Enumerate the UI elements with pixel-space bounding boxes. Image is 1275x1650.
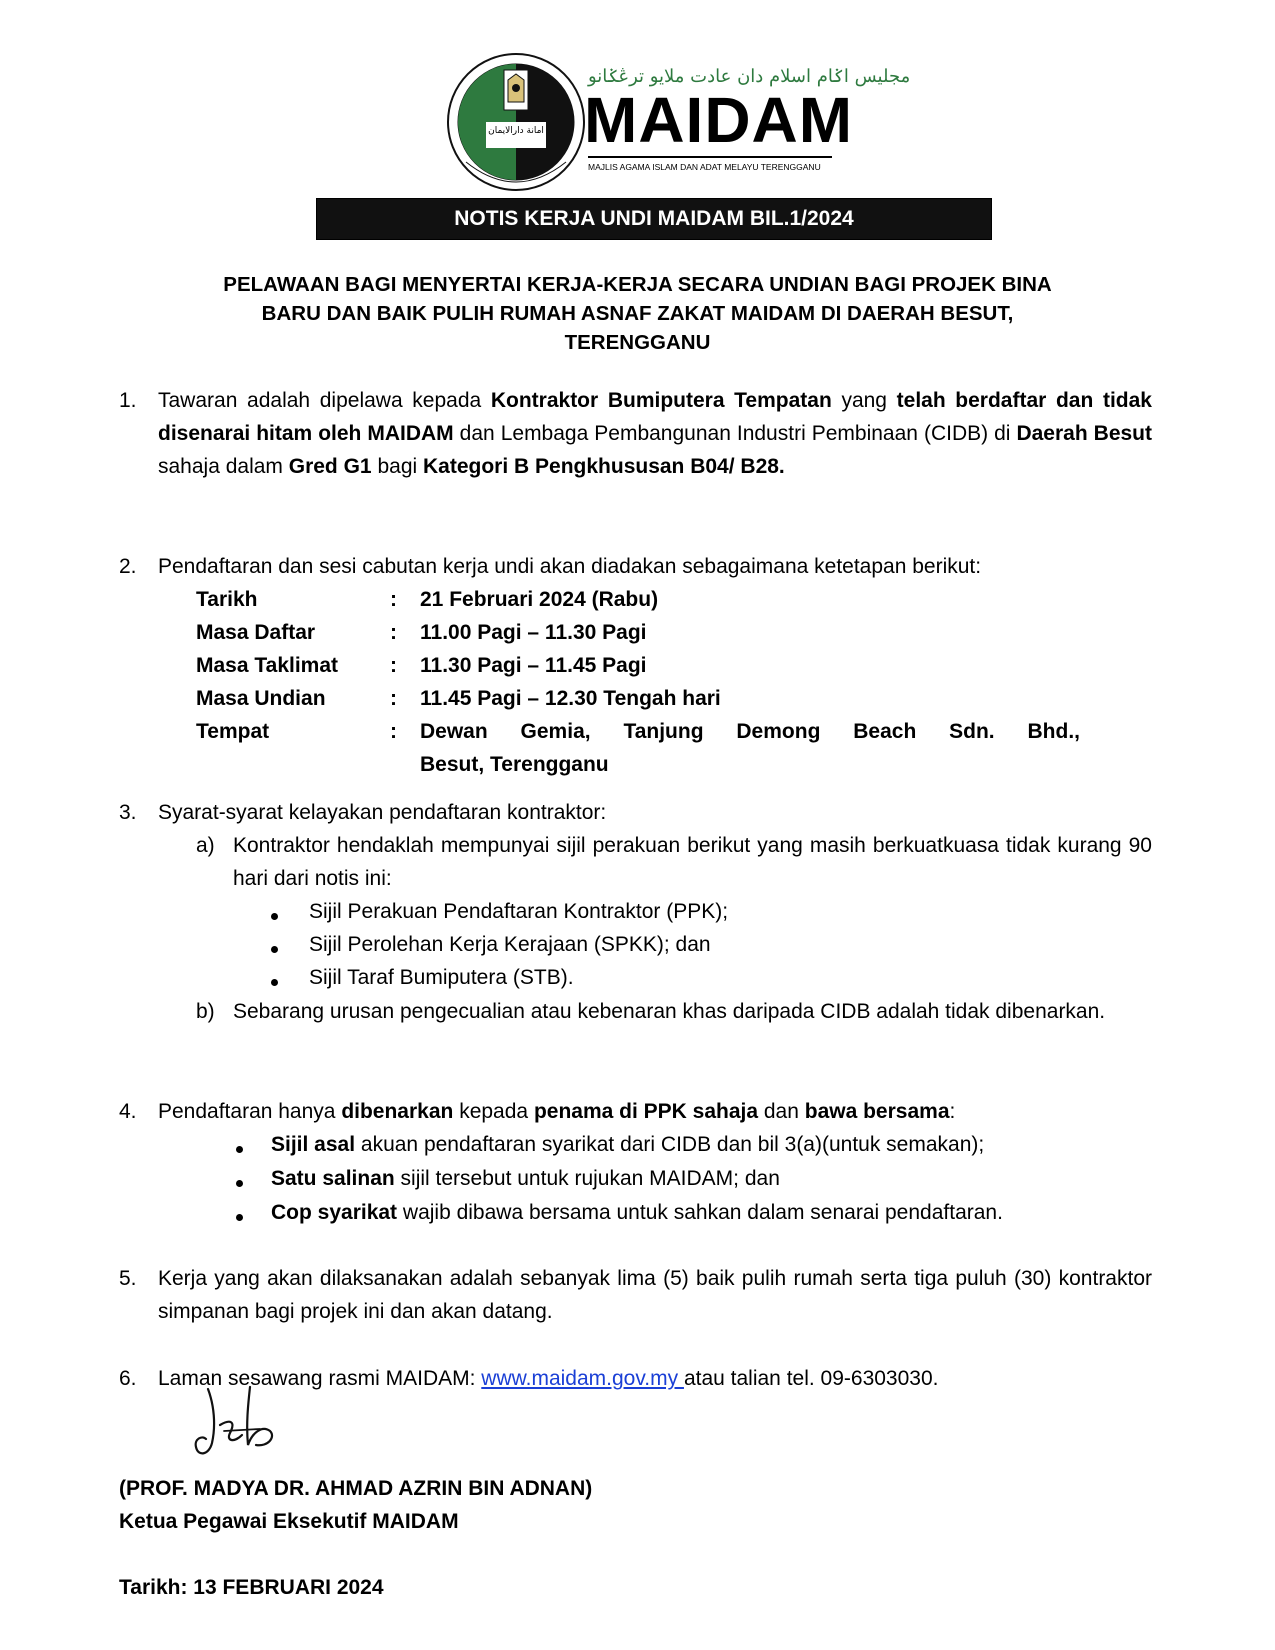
- bullet-dot-icon: [271, 979, 278, 986]
- document-bullet: [271, 1128, 984, 1161]
- schedule-label: Masa Daftar: [196, 621, 316, 644]
- signatory-name: (PROF. MADYA DR. AHMAD AZRIN BIN ADNAN): [119, 1477, 593, 1500]
- p1-text: Tawaran adalah dipelawa kepada: [158, 389, 491, 412]
- paragraph-3-intro: Syarat-syarat kelayakan pendaftaran kontraktor:: [158, 801, 607, 824]
- requirement-bullet: Sijil Perolehan Kerja Kerajaan (SPKK); dan: [309, 933, 711, 956]
- document-bullet-bold: Satu salinan: [271, 1167, 395, 1190]
- schedule-row: [196, 649, 1156, 682]
- p1-bold: Daerah Besut: [1016, 422, 1152, 445]
- p4-text: dan: [758, 1100, 805, 1123]
- signatory-position: Ketua Pegawai Eksekutif MAIDAM: [119, 1510, 459, 1533]
- document-bullet-bold: Sijil asal: [271, 1133, 356, 1156]
- notice-title: [100, 270, 1175, 357]
- brand-arabic-script: مجليس اݢام اسلام دان عادت ملايو ترڠݢانو: [588, 66, 911, 87]
- schedule-colon: :: [390, 621, 397, 644]
- title-line-2: BARU DAN BAIK PULIH RUMAH ASNAF ZAKAT MAIDAM DI DAERAH BESUT,: [261, 302, 1014, 325]
- item-number-4: 4.: [119, 1100, 137, 1123]
- brand-subtitle: MAJLIS AGAMA ISLAM DAN ADAT MELAYU TERENGGANU: [588, 162, 821, 172]
- maidam-seal-icon: [446, 52, 586, 192]
- paragraph-5: Kerja yang akan dilaksanakan adalah sebanyak lima (5) baik pulih rumah serta tiga puluh (30) kontraktor simpanan bagi projek ini dan akan datang.: [158, 1267, 1152, 1323]
- p4-bold: penama di PPK sahaja: [533, 1100, 759, 1123]
- brand-name: MAIDAM: [584, 84, 854, 156]
- bullet-dot-icon: [236, 1214, 243, 1221]
- document-bullet: [271, 1162, 780, 1195]
- schedule-value: 11.45 Pagi – 12.30 Tengah hari: [420, 687, 721, 710]
- bullet-dot-icon: [236, 1180, 243, 1187]
- sub-item-a-text: Kontraktor hendaklah mempunyai sijil perakuan berikut yang masih berkuatkuasa tidak kurang 90 hari dari notis ini:: [233, 834, 1152, 890]
- item-number-3: 3.: [119, 801, 137, 824]
- paragraph-1: [158, 384, 1152, 483]
- document-bullet-bold: Cop syarikat: [271, 1201, 398, 1224]
- notice-banner: NOTIS KERJA UNDI MAIDAM BIL.1/2024: [316, 198, 992, 240]
- schedule-label: Tempat: [196, 720, 270, 743]
- website-link[interactable]: www.maidam.gov.my: [481, 1367, 684, 1390]
- p6-text: atau talian tel. 09-6303030.: [683, 1367, 939, 1390]
- document-bullet-text: akuan pendaftaran syarikat dari CIDB dan bil 3(a)(untuk semakan);: [355, 1133, 985, 1156]
- document-bullet-text: wajib dibawa bersama untuk sahkan dalam senarai pendaftaran.: [397, 1201, 1003, 1224]
- p1-text: yang: [831, 389, 897, 412]
- p1-bold: telah berdaftar dan tidak disenarai hitam oleh MAIDAM: [158, 389, 1152, 445]
- schedule-value: 11.00 Pagi – 11.30 Pagi: [420, 621, 647, 644]
- schedule-table: [196, 583, 1156, 781]
- schedule-label: Tarikh: [196, 588, 258, 611]
- p4-text: Pendaftaran hanya: [158, 1100, 342, 1123]
- schedule-row: [196, 748, 1156, 781]
- bullet-dot-icon: [236, 1146, 243, 1153]
- paragraph-2-intro: Pendaftaran dan sesi cabutan kerja undi akan diadakan sebagaimana ketetapan berikut:: [158, 555, 982, 578]
- brand-divider: [588, 156, 832, 158]
- schedule-row: [196, 616, 1156, 649]
- seal-text: امانة دارالايمان: [488, 126, 544, 136]
- title-line-1: PELAWAAN BAGI MENYERTAI KERJA-KERJA SECARA UNDIAN BAGI PROJEK BINA: [223, 273, 1052, 296]
- paragraph-6: [158, 1362, 1152, 1395]
- schedule-row: [196, 682, 1156, 715]
- sub-item-label-b: b): [196, 1000, 215, 1023]
- notice-date: Tarikh: 13 FEBRUARI 2024: [119, 1576, 384, 1599]
- schedule-value: 21 Februari 2024 (Rabu): [420, 588, 659, 611]
- bullet-dot-icon: [271, 913, 278, 920]
- maidam-logo: [446, 52, 911, 192]
- schedule-colon: :: [390, 720, 397, 743]
- sub-item-b-text: Sebarang urusan pengecualian atau kebenaran khas daripada CIDB adalah tidak dibenarkan.: [233, 1000, 1106, 1023]
- item-number-5: 5.: [119, 1267, 137, 1290]
- sub-item-label-a: a): [196, 834, 215, 857]
- p4-bold: dibenarkan: [341, 1100, 454, 1123]
- p1-text: bagi: [371, 455, 423, 478]
- schedule-label: Masa Undian: [196, 687, 326, 710]
- title-line-3: TERENGGANU: [564, 331, 711, 354]
- schedule-row: [196, 583, 1156, 616]
- schedule-label: Masa Taklimat: [196, 654, 339, 677]
- p1-bold: Gred G1: [288, 455, 372, 478]
- p4-text: :: [949, 1100, 956, 1123]
- schedule-row: [196, 715, 1156, 748]
- item-number-6: 6.: [119, 1367, 137, 1390]
- p1-bold: Kategori B Pengkhususan B04/ B28.: [423, 455, 785, 478]
- p4-text: kepada: [453, 1100, 534, 1123]
- document-bullet-text: sijil tersebut untuk rujukan MAIDAM; dan: [394, 1167, 780, 1190]
- p1-bold: Kontraktor Bumiputera Tempatan: [490, 389, 832, 412]
- requirement-bullet: Sijil Perakuan Pendaftaran Kontraktor (PPK);: [309, 900, 729, 923]
- p1-text: sahaja dalam: [158, 455, 289, 478]
- p4-bold: bawa bersama: [804, 1100, 950, 1123]
- bullet-dot-icon: [271, 946, 278, 953]
- schedule-value: Dewan Gemia, Tanjung Demong Beach Sdn. Bhd.,: [420, 720, 1080, 743]
- requirement-bullet: Sijil Taraf Bumiputera (STB).: [309, 966, 574, 989]
- p6-text: Laman sesawang rasmi MAIDAM:: [158, 1367, 482, 1390]
- document-bullet: [271, 1196, 1003, 1229]
- schedule-value: 11.30 Pagi – 11.45 Pagi: [420, 654, 647, 677]
- item-number-1: 1.: [119, 389, 137, 412]
- schedule-colon: :: [390, 687, 397, 710]
- schedule-colon: :: [390, 654, 397, 677]
- p1-text: dan Lembaga Pembangunan Industri Pembinaan (CIDB) di: [453, 422, 1017, 445]
- schedule-value-continued: Besut, Terengganu: [420, 753, 609, 776]
- schedule-colon: :: [390, 588, 397, 611]
- item-number-2: 2.: [119, 555, 137, 578]
- handwritten-signature: [190, 1385, 290, 1463]
- paragraph-4-intro: [158, 1095, 1152, 1128]
